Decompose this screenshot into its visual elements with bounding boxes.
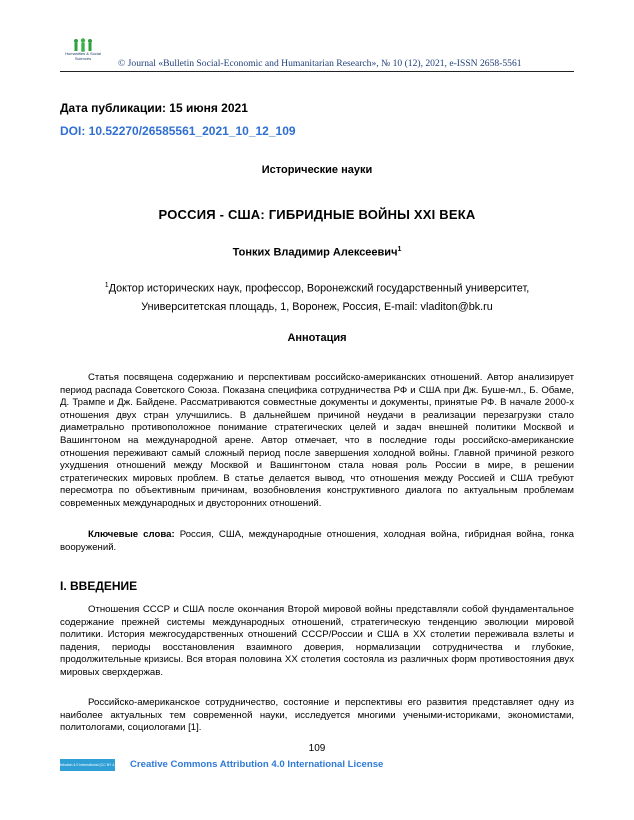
- article-title: РОССИЯ - США: ГИБРИДНЫЕ ВОЙНЫ XXI ВЕКА: [158, 207, 476, 222]
- page-number: 109: [308, 743, 326, 754]
- keywords-label: Ключевые слова:: [88, 529, 175, 540]
- logo-text: Humanities & Social Sciences: [65, 51, 101, 61]
- author-superscript: 1: [397, 246, 402, 253]
- license-link[interactable]: Creative Commons Attribution 4.0 International License: [130, 759, 384, 770]
- cc-badge-text: Attribution 4.0 International (CC BY 4.0): [56, 763, 119, 767]
- affiliation-line-2: Университетская площадь, 1, Воронеж, Россия, E-mail: vladiton@bk.ru: [141, 300, 493, 313]
- intro-paragraph-1: Отношения СССР и США после окончания Второй мировой войны представляли собой фундаментальное содержание прежней системы международных отношений, стратегическую тенденцию эволюции мировой политики. История межгосударственных отношений СССР/России и США в XX столетии переживала взлеты и падения, периоды восстановления взаимного доверия, нормализации сотрудничества и глубокие, продолжительные кризисы. Вся вторая половина XX столетия состояла из различных форм противостояния двух мировых сверхдержав.: [60, 604, 574, 678]
- author-text: Тонких Владимир Алексеевич: [232, 246, 398, 259]
- intro-paragraph-2: Российско-американское сотрудничество, состояние и перспективы его развития представляет одну из наиболее актуальных тем современной науки, исследуется многими учеными-историками, экономистами, политологами, социологами [1].: [60, 697, 574, 734]
- affiliation-superscript: 1: [104, 282, 109, 289]
- keywords-text: Россия, США, международные отношения, холодная война, гибридная война, гонка вооружений.: [60, 529, 574, 553]
- abstract-text: Статья посвящена содержанию и перспективам российско-американских отношений. Автор анализирует период распада Советского Союза. Показана специфика сотрудничества РФ и США при Дж. Буше-мл., Б. Обаме, Д. Трампе и Дж. Байдене. Рассматриваются совместные документы и документы, принятые РФ. В начале 2000-х отношения двух стран улучшились. В дальнейшем причиной неудачи в реализации перезагрузки стало диаметрально противоположное понимание стратегических целей и задач внешней политики Москвой и Вашингтоном на международной арене. Автор отмечает, что в последние годы российско-американские отношения переживают самый сложный период после завершения холодной войны. Главной причиной резкого ухудшения отношений между Москвой и Вашингтоном стала новая роль России в мире, в решении стратегических мировых проблем. В статье делается вывод, что отношения между Россией и США требуют пересмотра по объективным причинам, возобновления конструктивного диалога по актуальным проблемам современных международных и двусторонних отношений.: [60, 372, 574, 509]
- doi-link[interactable]: DOI: 10.52270/26585561_2021_10_12_109: [60, 124, 296, 138]
- affiliation-line-1: Доктор исторических наук, профессор, Воронежский государственный университет,: [108, 282, 530, 295]
- journal-citation: © Journal «Bulletin Social-Economic and Humanitarian Research», № 10 (12), 2021, e-ISSN 2658-5561: [118, 58, 522, 69]
- abstract-heading: Аннотация: [287, 332, 347, 344]
- publication-date: Дата публикации: 15 июня 2021: [60, 101, 248, 115]
- keywords: [60, 529, 574, 554]
- author-name: [0, 246, 634, 259]
- journal-logo: [60, 38, 106, 61]
- introduction-heading: I. ВВЕДЕНИЕ: [60, 579, 138, 593]
- cc-license-badge[interactable]: [56, 759, 119, 771]
- people-logo-icon: [72, 38, 94, 52]
- section-heading: Исторические науки: [261, 164, 373, 176]
- affiliation: [70, 277, 564, 316]
- header-divider: [60, 71, 574, 72]
